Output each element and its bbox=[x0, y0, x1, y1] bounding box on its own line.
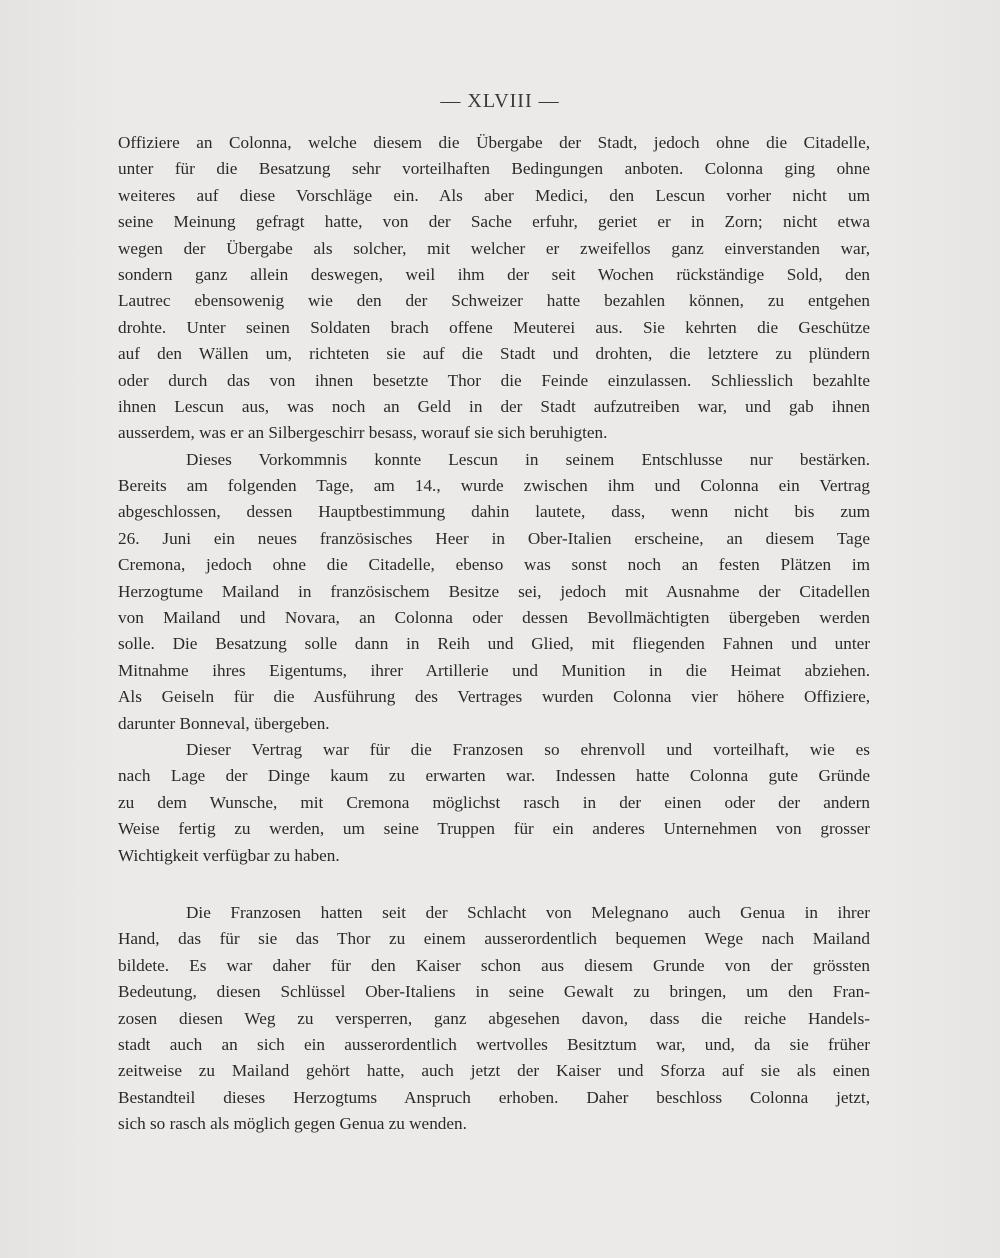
page-number: — XLVIII — bbox=[440, 90, 560, 112]
text-line: zosen diesen Weg zu versperren, ganz abgesehen davon, dass die reiche Handels- bbox=[118, 1008, 870, 1028]
text-line: Weise fertig zu werden, um seine Truppen für ein anderes Unternehmen von grosser bbox=[118, 819, 870, 839]
text-line: sondern ganz allein deswegen, weil ihm der seit Wochen rückständige Sold, den bbox=[118, 264, 870, 284]
text-line: wegen der Übergabe als solcher, mit welcher er zweifellos ganz einverstanden war, bbox=[118, 238, 870, 258]
text-line: Bereits am folgenden Tage, am 14., wurde zwischen ihm und Colonna ein Vertrag bbox=[118, 476, 870, 496]
text-line: abgeschlossen, dessen Hauptbestimmung dahin lautete, dass, wenn nicht bis zum bbox=[118, 502, 870, 522]
text-line: Bestandteil dieses Herzogtums Anspruch erhoben. Daher beschloss Colonna jetzt, bbox=[118, 1087, 870, 1107]
text-block-upper bbox=[118, 130, 870, 869]
text-line: zeitweise zu Mailand gehört hatte, auch jetzt der Kaiser und Sforza auf sie als einen bbox=[118, 1061, 870, 1081]
text-line: Dieses Vorkommnis konnte Lescun in seinem Entschlusse nur bestärken. bbox=[186, 449, 870, 469]
text-line: Als Geiseln für die Ausführung des Vertrages wurden Colonna vier höhere Offiziere, bbox=[118, 687, 870, 707]
text-line: darunter Bonneval, übergeben. bbox=[118, 713, 330, 733]
text-line: stadt auch an sich ein ausserordentlich wertvolles Besitztum war, und, da sie früher bbox=[118, 1034, 870, 1054]
text-line: ausserdem, was er an Silbergeschirr besass, worauf sie sich beruhigten. bbox=[118, 423, 608, 443]
text-line: seine Meinung gefragt hatte, von der Sache erfuhr, geriet er in Zorn; nicht etwa bbox=[118, 212, 870, 232]
text-line: bildete. Es war daher für den Kaiser schon aus diesem Grunde von der grössten bbox=[118, 955, 870, 975]
text-line: sich so rasch als möglich gegen Genua zu wenden. bbox=[118, 1114, 467, 1134]
text-line: von Mailand und Novara, an Colonna oder dessen Bevollmächtigten übergeben werden bbox=[118, 608, 870, 628]
text-line: oder durch das von ihnen besetzte Thor die Feinde einzulassen. Schliesslich bezahlte bbox=[118, 370, 870, 390]
text-line: Offiziere an Colonna, welche diesem die Übergabe der Stadt, jedoch ohne die Citadelle, bbox=[118, 133, 870, 152]
text-line: Die Franzosen hatten seit der Schlacht von Melegnano auch Genua in ihrer bbox=[186, 903, 870, 922]
text-line: Dieser Vertrag war für die Franzosen so ehrenvoll und vorteilhaft, wie es bbox=[186, 739, 870, 759]
text-line: 26. Juni ein neues französisches Heer in Ober-Italien erscheine, an diesem Tage bbox=[118, 528, 870, 548]
text-line: Herzogtume Mailand in französischem Besitze sei, jedoch mit Ausnahme der Citadellen bbox=[118, 581, 870, 601]
text-line: Mitnahme ihres Eigentums, ihrer Artillerie und Munition in die Heimat abziehen. bbox=[118, 660, 870, 680]
text-line: auf den Wällen um, richteten sie auf die Stadt und drohten, die letztere zu plündern bbox=[118, 344, 870, 364]
text-line: zu dem Wunsche, mit Cremona möglichst rasch in der einen oder der andern bbox=[118, 792, 870, 812]
text-line: nach Lage der Dinge kaum zu erwarten war. Indessen hatte Colonna gute Gründe bbox=[118, 766, 870, 786]
text-block-lower bbox=[118, 900, 870, 1138]
text-line: drohte. Unter seinen Soldaten brach offene Meuterei aus. Sie kehrten die Geschütze bbox=[118, 317, 870, 337]
text-line: Wichtigkeit verfügbar zu haben. bbox=[118, 845, 340, 865]
text-line: weiteres auf diese Vorschläge ein. Als aber Medici, den Lescun vorher nicht um bbox=[118, 185, 870, 205]
text-line: ihnen Lescun aus, was noch an Geld in der Stadt aufzutreiben war, und gab ihnen bbox=[118, 396, 870, 416]
text-line: Hand, das für sie das Thor zu einem ausserordentlich bequemen Wege nach Mailand bbox=[118, 929, 870, 949]
text-line: Cremona, jedoch ohne die Citadelle, ebenso was sonst noch an festen Plätzen im bbox=[118, 555, 870, 575]
text-line: solle. Die Besatzung solle dann in Reih und Glied, mit fliegenden Fahnen und unter bbox=[118, 634, 870, 654]
text-line: Lautrec ebensowenig wie den der Schweizer hatte bezahlen können, zu entgehen bbox=[118, 291, 870, 311]
text-line: Bedeutung, diesen Schlüssel Ober-Italiens in seine Gewalt zu bringen, um den Fran- bbox=[118, 982, 870, 1002]
text-line: unter für die Besatzung sehr vorteilhaften Bedingungen anboten. Colonna ging ohne bbox=[118, 159, 870, 179]
